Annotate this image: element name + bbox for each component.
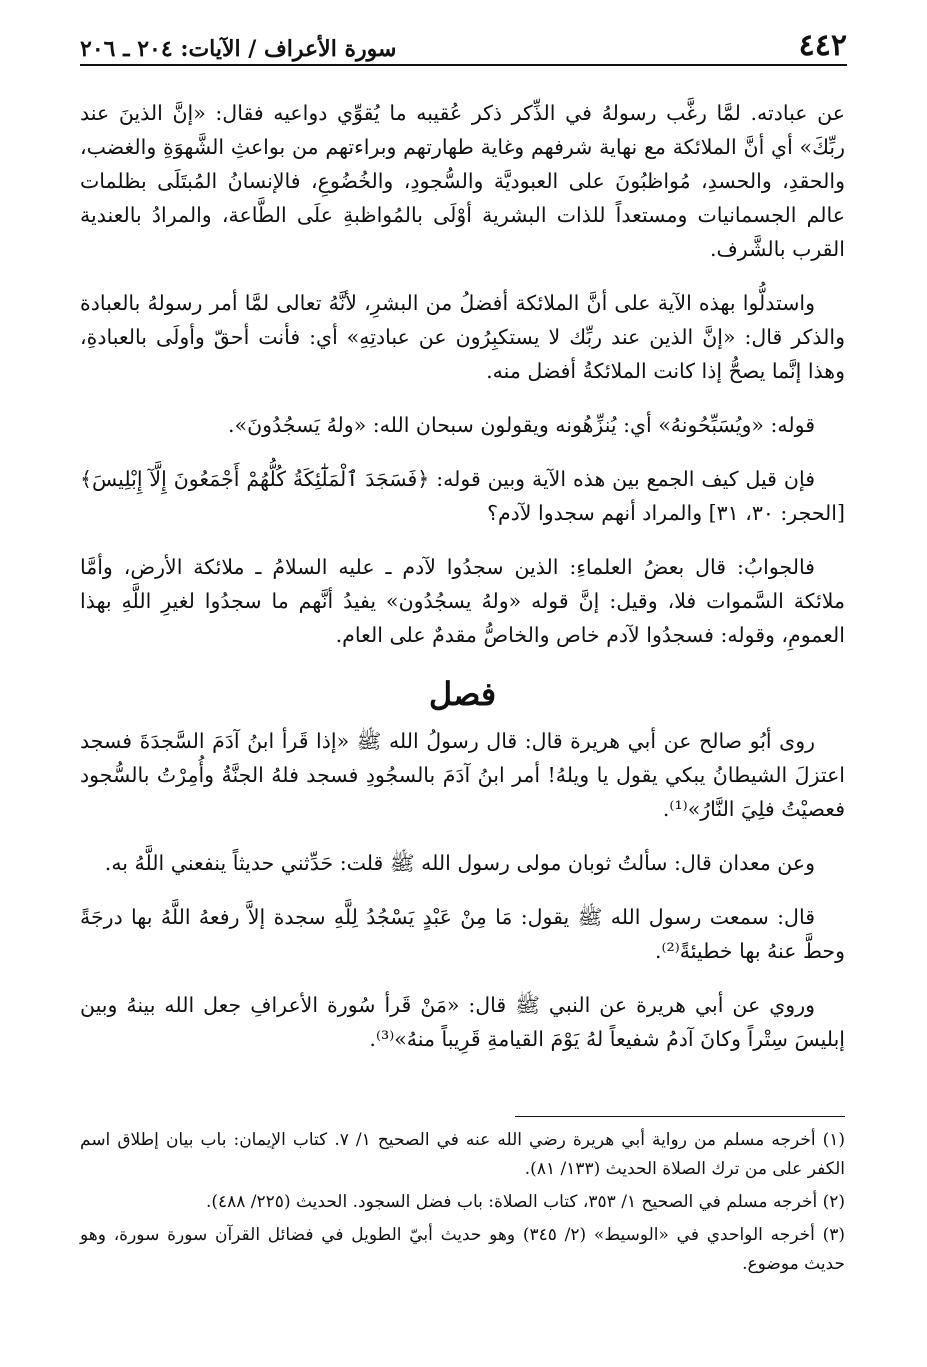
- paragraph: واستدلُّوا بهذه الآية على أنَّ الملائكة أفضلُ من البشرِ، لأنَّهُ تعالى لمَّا أمر رسولهُ بالعبادة والذكر قال: «إنَّ الذين عند ربِّك لا يستكبِرُون عن عبادتِهِ» أي: فأنت أحقّ وأولَى بالعبادةِ، وهذا إنَّما يصحُّ إذا كانت الملائكةُ أفضل منه.: [80, 291, 845, 383]
- paragraph: قال: سمعت رسول الله ﷺ يقول: مَا مِنْ عَبْدٍ يَسْجُدُ لِلَّهِ سجدة إلاَّ رفعهُ اللَّهُ بها درجَةً وحطَّ عنهُ بها خطيئةً⁽²⁾.: [80, 905, 845, 963]
- paragraph: وعن معدان قال: سألتُ ثوبان مولى رسول الله ﷺ قلت: حَدِّثني حديثاً ينفعني اللَّهُ به.: [104, 851, 815, 875]
- page-number: ٤٤٢: [798, 28, 847, 63]
- section-heading: فصل: [428, 675, 497, 713]
- footnotes: [80, 1126, 845, 1283]
- footnote: (١) أخرجه مسلم من رواية أبي هريرة رضي الله عنه في الصحيح ١/ ٧. كتاب الإيمان: باب بيان إطلاق اسم الكفر على من ترك الصلاة الحديث (١٣٣/ ٨١).: [80, 1130, 846, 1179]
- footnote: (٢) أخرجه مسلم في الصحيح ١/ ٣٥٣، كتاب الصلاة: باب فضل السجود. الحديث (٢٢٥/ ٤٨٨).: [205, 1192, 845, 1212]
- page-header: [80, 28, 847, 72]
- paragraph: عن عبادته. لمَّا رغَّب رسولهُ في الذِّكر ذكر عُقيبه ما يُقوِّي دواعيه فقال: «إنَّ الذينَ عند ربِّكَ» أي أنَّ الملائكة مع نهاية شرفهم وغاية طهارتهم وبراءتهم من بواعثِ الشَّهوَةِ والغضب، والحقدِ، والحسدِ، مُواظبُونَ على العبوديَّة والسُّجودِ، والخُضُوعِ، فالإنسانُ المُبتَلَى بظلمات عالم الجسمانيات ومستعداً للذات البشرية أوْلَى بالمُواظبةِ علَى الطَّاعة، والمرادُ بالعندية القرب بالشَّرف.: [80, 101, 845, 261]
- paragraph: قوله: «ويُسَبِّحُونهُ» أي: يُنزِّهُونه ويقولون سبحان الله: «ولهُ يَسجُدُونَ».: [228, 413, 815, 437]
- header-rule: [80, 64, 847, 66]
- main-text: [80, 96, 845, 1076]
- footnote-rule: [515, 1116, 845, 1117]
- paragraph: وروي عن أبي هريرة عن النبي ﷺ قال: «مَنْ قَرأ سُورة الأعرافِ جعل الله بينهُ وبين إبليسَ سِتْراً وكانَ آدمُ شفيعاً لهُ يَوْمَ القيامةِ قَرِيباً منهُ»⁽³⁾.: [80, 993, 845, 1051]
- paragraph: روى أبُو صالح عن أبي هريرة قال: قال رسولُ الله ﷺ «إذا قَرأ ابنُ آدَمَ السَّجدَةَ فسجد اعتزلَ الشيطانُ يبكي يقول يا ويلهُ! أمر ابنُ آدَمَ بالسجُودِ فسجد فلهُ الجنَّةُ وأُمِرْتُ بالسُّجود فعصيْتُ فلِيَ النَّارُ»⁽¹⁾.: [80, 729, 845, 821]
- paragraph: فإن قيل كيف الجمع بين هذه الآية وبين قوله: ﴿فَسَجَدَ ٱلْمَلَٰٓئِكَةُ كُلُّهُمْ أَجْمَعُونَ إِلَّآ إِبْلِيسَ﴾ [الحجر: ٣٠، ٣١] والمراد أنهم سجدوا لآدم؟: [80, 467, 845, 525]
- running-title: سورة الأعراف / الآيات: ٢٠٤ ـ ٢٠٦: [80, 36, 397, 62]
- footnote: (٣) أخرجه الواحدي في «الوسيط» (٢/ ٣٤٥) وهو حديث أبيّ الطويل في فضائل القرآن سورة سورة، وهو حديث موضوع.: [80, 1225, 845, 1274]
- paragraph: فالجوابُ: قال بعضُ العلماءِ: الذين سجدُوا لآدم ـ عليه السلامُ ـ ملائكة الأرض، وأمَّا ملائكة السَّموات فلا، وقيل: إنَّ قوله «ولهُ يسجُدُون» يفيدُ أنَّهم ما سجدُوا لغيرِ اللَّهِ بهذا العمومِ، وقوله: فسجدُوا لآدم خاص والخاصُّ مقدمٌ على العام.: [80, 555, 845, 647]
